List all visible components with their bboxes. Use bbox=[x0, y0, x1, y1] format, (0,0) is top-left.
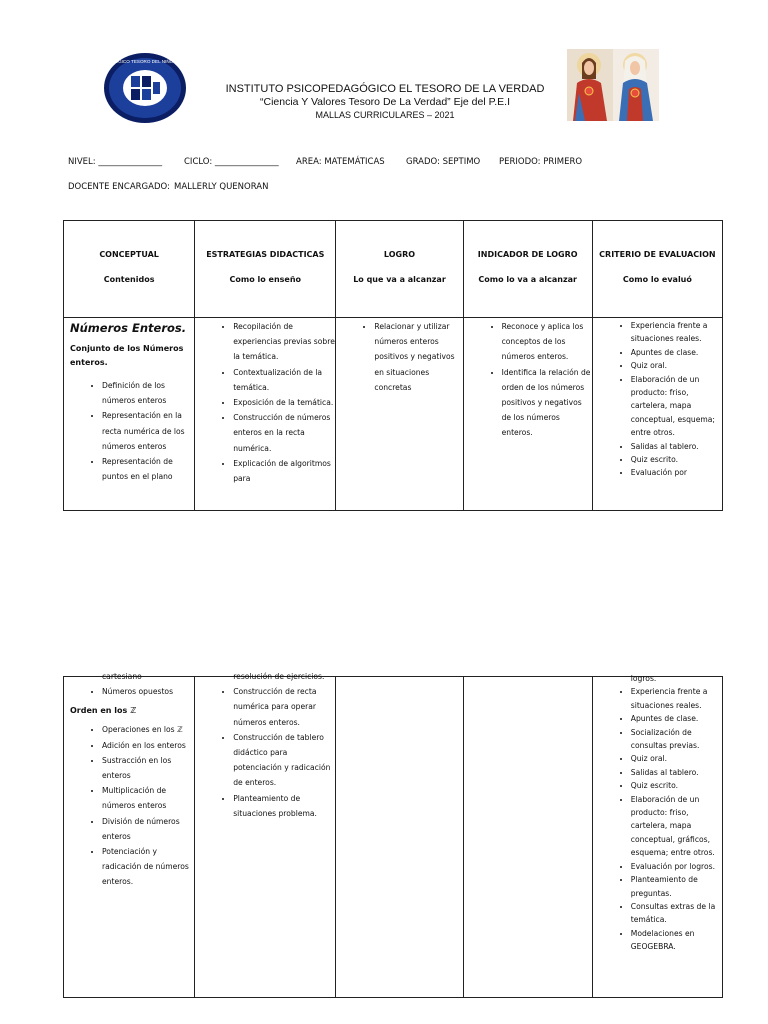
list-item: • Definición de los números enteros bbox=[102, 378, 194, 408]
continued-text: logros. bbox=[630, 674, 657, 683]
header-criterio: CRITERIO DE EVALUACION Como lo evaluó bbox=[592, 221, 722, 318]
list-item: • Elaboración de un producto: friso, cartelera, mapa conceptual, esquema; entre otros. bbox=[631, 373, 722, 440]
list-item: • Experiencia frente a situaciones reales. bbox=[631, 319, 722, 346]
header-conceptual: CONCEPTUAL Contenidos bbox=[64, 221, 195, 318]
list-item: • Elaboración de un producto: friso, cartelera, mapa conceptual, gráficos, esquema; entre otros. bbox=[631, 793, 722, 860]
list-item: • Socialización de consultas previas. bbox=[631, 726, 722, 753]
list-item: • Apuntes de clase. bbox=[631, 346, 722, 359]
header-indicador: INDICADOR DE LOGRO Como lo va a alcanzar bbox=[463, 221, 592, 318]
docente-label: DOCENTE ENCARGADO: bbox=[68, 182, 170, 192]
list-item: • Reconoce y aplica los conceptos de los números enteros. bbox=[502, 319, 592, 365]
list-item: • Consultas extras de la temática. bbox=[631, 900, 722, 927]
list-item: • Multiplicación de números enteros bbox=[102, 783, 194, 813]
document-title: MALLAS CURRICULARES – 2021 bbox=[315, 110, 455, 120]
institution-motto: “Ciencia Y Valores Tesoro De La Verdad” Eje del P.E.I bbox=[259, 96, 510, 108]
list-item: • Exposición de la temática. bbox=[233, 395, 335, 410]
cell-criterio bbox=[592, 674, 722, 998]
list-item: • Construcción de recta numérica para operar números enteros. bbox=[233, 684, 335, 730]
list-item: • Salidas al tablero. bbox=[631, 766, 722, 779]
logo-caption: INSTITUTO PSICOPEDAGÓGICO TESORO DEL NIÑO · TESORO DE LA VERDAD bbox=[58, 59, 232, 64]
list-item: • Quiz oral. bbox=[631, 359, 722, 372]
list-item: • Potenciación y radicación de números enteros. bbox=[102, 844, 194, 890]
subtopic: Orden en los ℤ bbox=[70, 706, 137, 716]
list-item: • Apuntes de clase. bbox=[631, 712, 722, 725]
institution-name: INSTITUTO PSICOPEDAGÓGICO EL TESORO DE LA VERDAD bbox=[225, 83, 545, 95]
school-logo bbox=[58, 52, 232, 124]
sacred-hearts-image bbox=[567, 49, 659, 121]
list-item: • Evaluación por logros. bbox=[631, 860, 722, 873]
subtopic: Conjunto de los Números enteros. bbox=[70, 344, 184, 367]
docente-name: MALLERLY QUENORAN bbox=[174, 182, 269, 192]
cell-logro bbox=[336, 318, 463, 511]
header-estrategias: ESTRATEGIAS DIDACTICAS Como lo enseño bbox=[195, 221, 336, 318]
list-item: • Evaluación por bbox=[631, 466, 722, 479]
list-item: • Salidas al tablero. bbox=[631, 440, 722, 453]
list-item: • Adición en los enteros bbox=[102, 738, 194, 753]
list-item: • Contextualización de la temática. bbox=[233, 365, 335, 395]
list-item: • Sustracción en los enteros bbox=[102, 753, 194, 783]
grado-field: GRADO: SEPTIMO bbox=[406, 157, 481, 167]
nivel-field: NIVEL: _______________ bbox=[68, 157, 163, 167]
list-item: • Recopilación de experiencias previas sobre la temática. bbox=[233, 319, 335, 365]
list-item: • Construcción de tablero didáctico para potenciación y radicación de enteros. bbox=[233, 730, 335, 791]
continued-text: resolución de ejercicios. bbox=[233, 672, 325, 681]
cell-estrategias bbox=[195, 318, 336, 511]
list-item: • Construcción de números enteros en la recta numérica. bbox=[233, 410, 335, 456]
list-item: • Operaciones en los ℤ bbox=[102, 722, 194, 737]
cell-indicador bbox=[463, 677, 592, 998]
cell-logro bbox=[336, 677, 463, 998]
curriculum-table-page-1 bbox=[63, 220, 723, 511]
list-item: • Quiz escrito. bbox=[631, 779, 722, 792]
list-item: • Planteamiento de preguntas. bbox=[631, 873, 722, 900]
list-item: • Explicación de algoritmos para bbox=[233, 456, 335, 486]
list-item: • Números opuestos bbox=[102, 684, 194, 699]
cell-indicador bbox=[463, 318, 592, 511]
list-item: • Identifica la relación de orden de los números positivos y negativos de los números enteros. bbox=[502, 365, 592, 441]
list-item: • Quiz oral. bbox=[631, 752, 722, 765]
list-item: • Quiz escrito. bbox=[631, 453, 722, 466]
curriculum-table-page-2 bbox=[63, 672, 723, 998]
list-item: • División de números enteros bbox=[102, 814, 194, 844]
cell-conceptual bbox=[64, 318, 195, 511]
cell-criterio bbox=[592, 318, 722, 511]
list-item: • Relacionar y utilizar números enteros positivos y negativos en situaciones concretas bbox=[374, 319, 462, 395]
cell-estrategias bbox=[195, 672, 336, 998]
topic-title: Números Enteros. bbox=[70, 321, 187, 335]
cell-conceptual bbox=[64, 672, 195, 998]
list-item: • Experiencia frente a situaciones reales. bbox=[631, 685, 722, 712]
ciclo-field: CICLO: _______________ bbox=[184, 157, 279, 167]
list-item: • Representación de puntos en el plano bbox=[102, 454, 194, 484]
list-item: • Planteamiento de situaciones problema. bbox=[233, 791, 335, 821]
continued-text: cartesiano bbox=[102, 672, 142, 681]
area-field: AREA: MATEMÁTICAS bbox=[296, 157, 385, 167]
list-item: • Modelaciones en GEOGEBRA. bbox=[631, 927, 722, 954]
list-item: • Representación en la recta numérica de los números enteros bbox=[102, 408, 194, 454]
periodo-field: PERIODO: PRIMERO bbox=[499, 157, 583, 167]
header-logro: LOGRO Lo que va a alcanzar bbox=[336, 221, 463, 318]
